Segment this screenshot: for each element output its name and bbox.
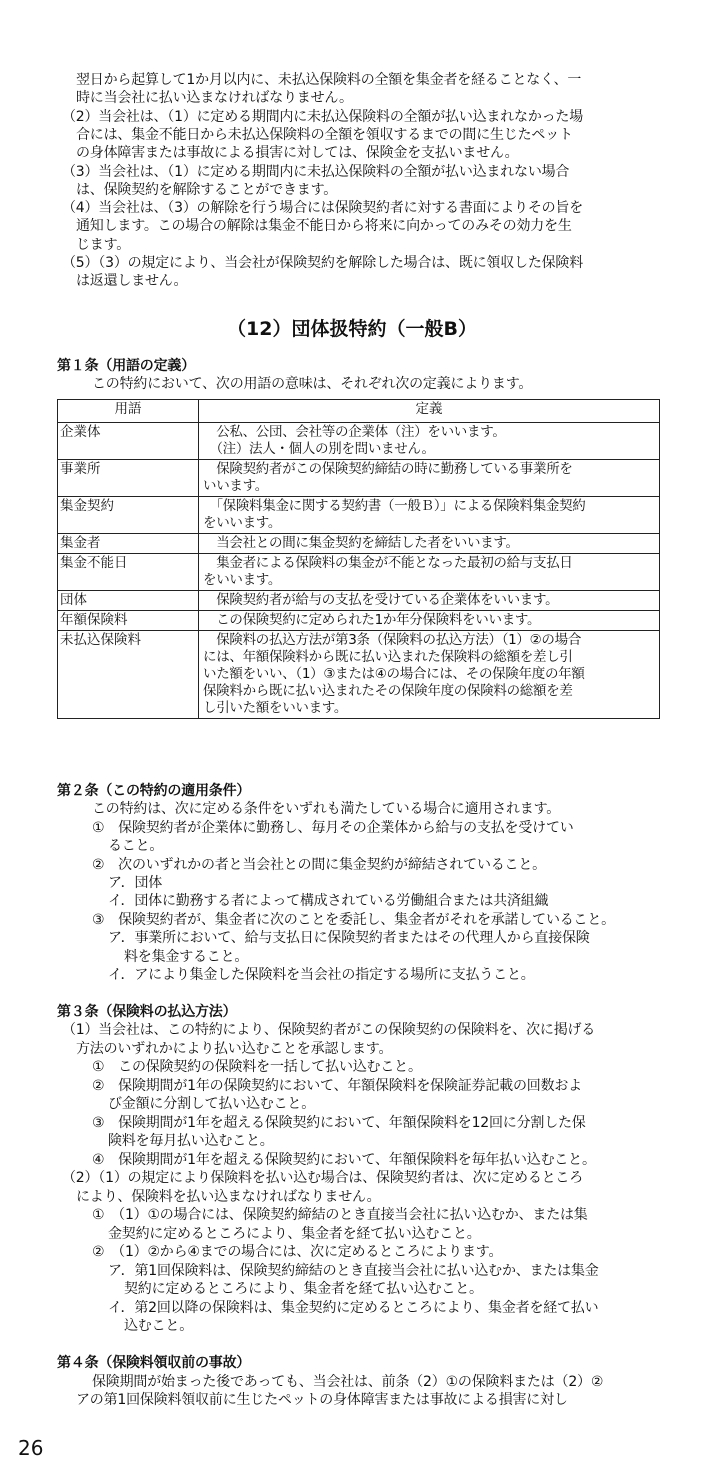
table-row	[58, 591, 660, 611]
table-row	[58, 554, 660, 591]
column-header-term: 用語	[58, 400, 199, 423]
text-line: ① この保険契約の保険料を一括して払い込むこと。	[92, 1059, 422, 1075]
table-header-row	[58, 400, 660, 423]
term-cell: 集金者	[58, 534, 199, 554]
text-line: 険料を毎月払い込むこと。	[108, 1133, 274, 1149]
definition-line: いた額をいい、（1）③または④の場合には、その保険年度の年額	[203, 666, 585, 682]
text-line: ① （1）①の場合には、保険契約締結のとき直接当会社に払い込むか、または集	[92, 1207, 588, 1223]
table-row	[58, 611, 660, 631]
text-line: イ．団体に勤務する者によって構成されている労働組合または共済組織	[108, 893, 549, 909]
text-line: イ．アにより集金した保険料を当会社の指定する場所に支払うこと。	[108, 967, 535, 983]
text-line: により、保険料を払い込まなければなりません。	[76, 1189, 381, 1205]
article1-heading: 第１条（用語の定義）	[57, 358, 195, 374]
text-line: ① 保険契約者が企業体に勤務し、毎月その企業体から給与の支払を受けてい	[92, 820, 574, 836]
text-line: この特約は、次に定める条件をいずれも満たしている場合に適用されます。	[92, 801, 561, 817]
text-line: （4）当会社は、（3）の解除を行う場合には保険契約者に対する書面によりその旨を	[62, 200, 584, 216]
table-row	[58, 423, 660, 460]
text-line: ア．事業所において、給与支払日に保険契約者またはその代理人から直接保険	[108, 930, 590, 946]
text-line: ること。	[108, 838, 164, 854]
table-row	[58, 460, 660, 497]
text-line: （3）当会社は、（1）に定める期間内に未払込保険料の全額が払い込まれない場合	[62, 164, 570, 180]
text-line: イ．第2回以降の保険料は、集金契約に定めるところにより、集金者を経て払い	[108, 1300, 599, 1316]
definition-cell	[199, 497, 660, 534]
text-line: び金額に分割して払い込むこと。	[108, 1096, 315, 1112]
section-title: （12）団体扱特約（一般B）	[227, 318, 477, 340]
text-line: ④ 保険期間が1年を超える保険契約において、年額保険料を毎年払い込むこと。	[92, 1152, 596, 1168]
article1-intro: この特約において、次の用語の意味は、それぞれ次の定義によります。	[92, 376, 533, 392]
term-cell: 集金契約	[58, 497, 199, 534]
definition-line: 当会社との間に集金契約を締結した者をいいます。	[203, 535, 519, 551]
text-line: 料を集金すること。	[124, 949, 249, 965]
term-cell: 企業体	[58, 423, 199, 460]
column-header-definition: 定義	[199, 400, 660, 423]
text-line: ② 次のいずれかの者と当会社との間に集金契約が締結されていること。	[92, 857, 546, 873]
term-cell: 年額保険料	[58, 611, 199, 631]
text-line: ア．団体	[108, 875, 163, 891]
text-line: 方法のいずれかにより払い込むことを承認します。	[76, 1041, 393, 1057]
article4-heading: 第４条（保険料領収前の事故）	[57, 1355, 251, 1371]
definition-line: 集金者による保険料の集金が不能となった最初の給与支払日	[203, 555, 573, 571]
definition-cell	[199, 554, 660, 591]
text-line: （5）（3）の規定により、当会社が保険契約を解除した場合は、既に領収した保険料	[62, 255, 584, 271]
text-line: （1）当会社は、この特約により、保険契約者がこの保険契約の保険料を、次に掲げる	[62, 1022, 596, 1038]
text-line: の身体障害または事故による損害に対しては、保険金を支払いません。	[76, 145, 519, 161]
text-line: ア．第1回保険料は、保険契約締結のとき直接当会社に払い込むか、または集金	[108, 1263, 599, 1279]
definition-cell	[199, 631, 660, 719]
text-line: 保険期間が始まった後であっても、当会社は、前条（2）①の保険料または（2）②	[92, 1374, 604, 1390]
definition-cell	[199, 534, 660, 554]
text-line: （2）（1）の規定により保険料を払い込む場合は、保険契約者は、次に定めるところ	[62, 1170, 584, 1186]
table-row	[58, 631, 660, 719]
text-line: 通知します。この場合の解除は集金不能日から将来に向かってのみその効力を生	[76, 218, 572, 234]
definition-cell	[199, 611, 660, 631]
definition-line: をいいます。	[203, 572, 282, 588]
definitions-table	[57, 399, 660, 719]
text-line: 時に当会社に払い込まなければなりません。	[76, 90, 353, 106]
text-line: 金契約に定めるところにより、集金者を経て払い込むこと。	[108, 1226, 481, 1242]
text-line: 合には、集金不能日から未払込保険料の全額を領収するまでの間に生じたペット	[76, 127, 573, 143]
definition-line: この保険契約に定められた1か年分保険料をいいます。	[203, 612, 541, 628]
term-cell: 団体	[58, 591, 199, 611]
text-line: じます。	[76, 237, 131, 253]
text-line: は、保険契約を解除することができます。	[76, 182, 338, 198]
definition-line: 保険契約者がこの保険契約締結の時に勤務している事業所を	[203, 461, 573, 477]
definition-line: 「保険料集金に関する契約書（一般Ｂ）」による保険料集金契約	[203, 498, 586, 514]
definition-line: 保険契約者が給与の支払を受けている企業体をいいます。	[203, 592, 559, 608]
definition-line: し引いた額をいいます。	[203, 700, 348, 716]
text-line: 契約に定めるところにより、集金者を経て払い込むこと。	[124, 1281, 483, 1297]
text-line: 込むこと。	[124, 1318, 193, 1334]
text-line: は返還しません。	[76, 273, 188, 289]
table-row	[58, 534, 660, 554]
definition-line: （注）法人・個人の別を問いません。	[203, 441, 435, 457]
definition-line: をいいます。	[203, 515, 282, 531]
article3-heading: 第３条（保険料の払込方法）	[57, 1004, 237, 1020]
text-line: 翌日から起算して1か月以内に、未払込保険料の全額を集金者を経ることなく、一	[76, 72, 582, 88]
table-row	[58, 497, 660, 534]
text-line: ③ 保険契約者が、集金者に次のことを委託し、集金者がそれを承諾していること。	[92, 912, 615, 928]
text-line: （2）当会社は、（1）に定める期間内に未払込保険料の全額が払い込まれなかった場	[62, 109, 584, 125]
definition-line: には、年額保険料から既に払い込まれた保険料の総額を差し引	[203, 649, 573, 665]
definition-line: 保険料から既に払い込まれたその保険年度の保険料の総額を差	[203, 683, 573, 699]
definition-line: 保険料の払込方法が第3条（保険料の払込方法）（1）②の場合	[203, 632, 582, 648]
definition-line: いいます。	[203, 478, 268, 494]
text-line: アの第1回保険料領収前に生じたペットの身体障害または事故による損害に対し	[76, 1392, 568, 1408]
definition-cell	[199, 591, 660, 611]
page-number: 26	[18, 1436, 44, 1460]
term-cell: 集金不能日	[58, 554, 199, 591]
text-line: ③ 保険期間が1年を超える保険契約において、年額保険料を12回に分割した保	[92, 1115, 586, 1131]
article2-heading: 第２条（この特約の適用条件）	[57, 783, 251, 799]
term-cell: 事業所	[58, 460, 199, 497]
definition-line: 公私、公団、会社等の企業体（注）をいいます。	[203, 424, 506, 440]
definition-cell	[199, 423, 660, 460]
definition-cell	[199, 460, 660, 497]
text-line: ② （1）②から④までの場合には、次に定めるところによります。	[92, 1244, 503, 1260]
text-line: ② 保険期間が1年の保険契約において、年額保険料を保険証券記載の回数およ	[92, 1078, 582, 1094]
term-cell: 未払込保険料	[58, 631, 199, 719]
